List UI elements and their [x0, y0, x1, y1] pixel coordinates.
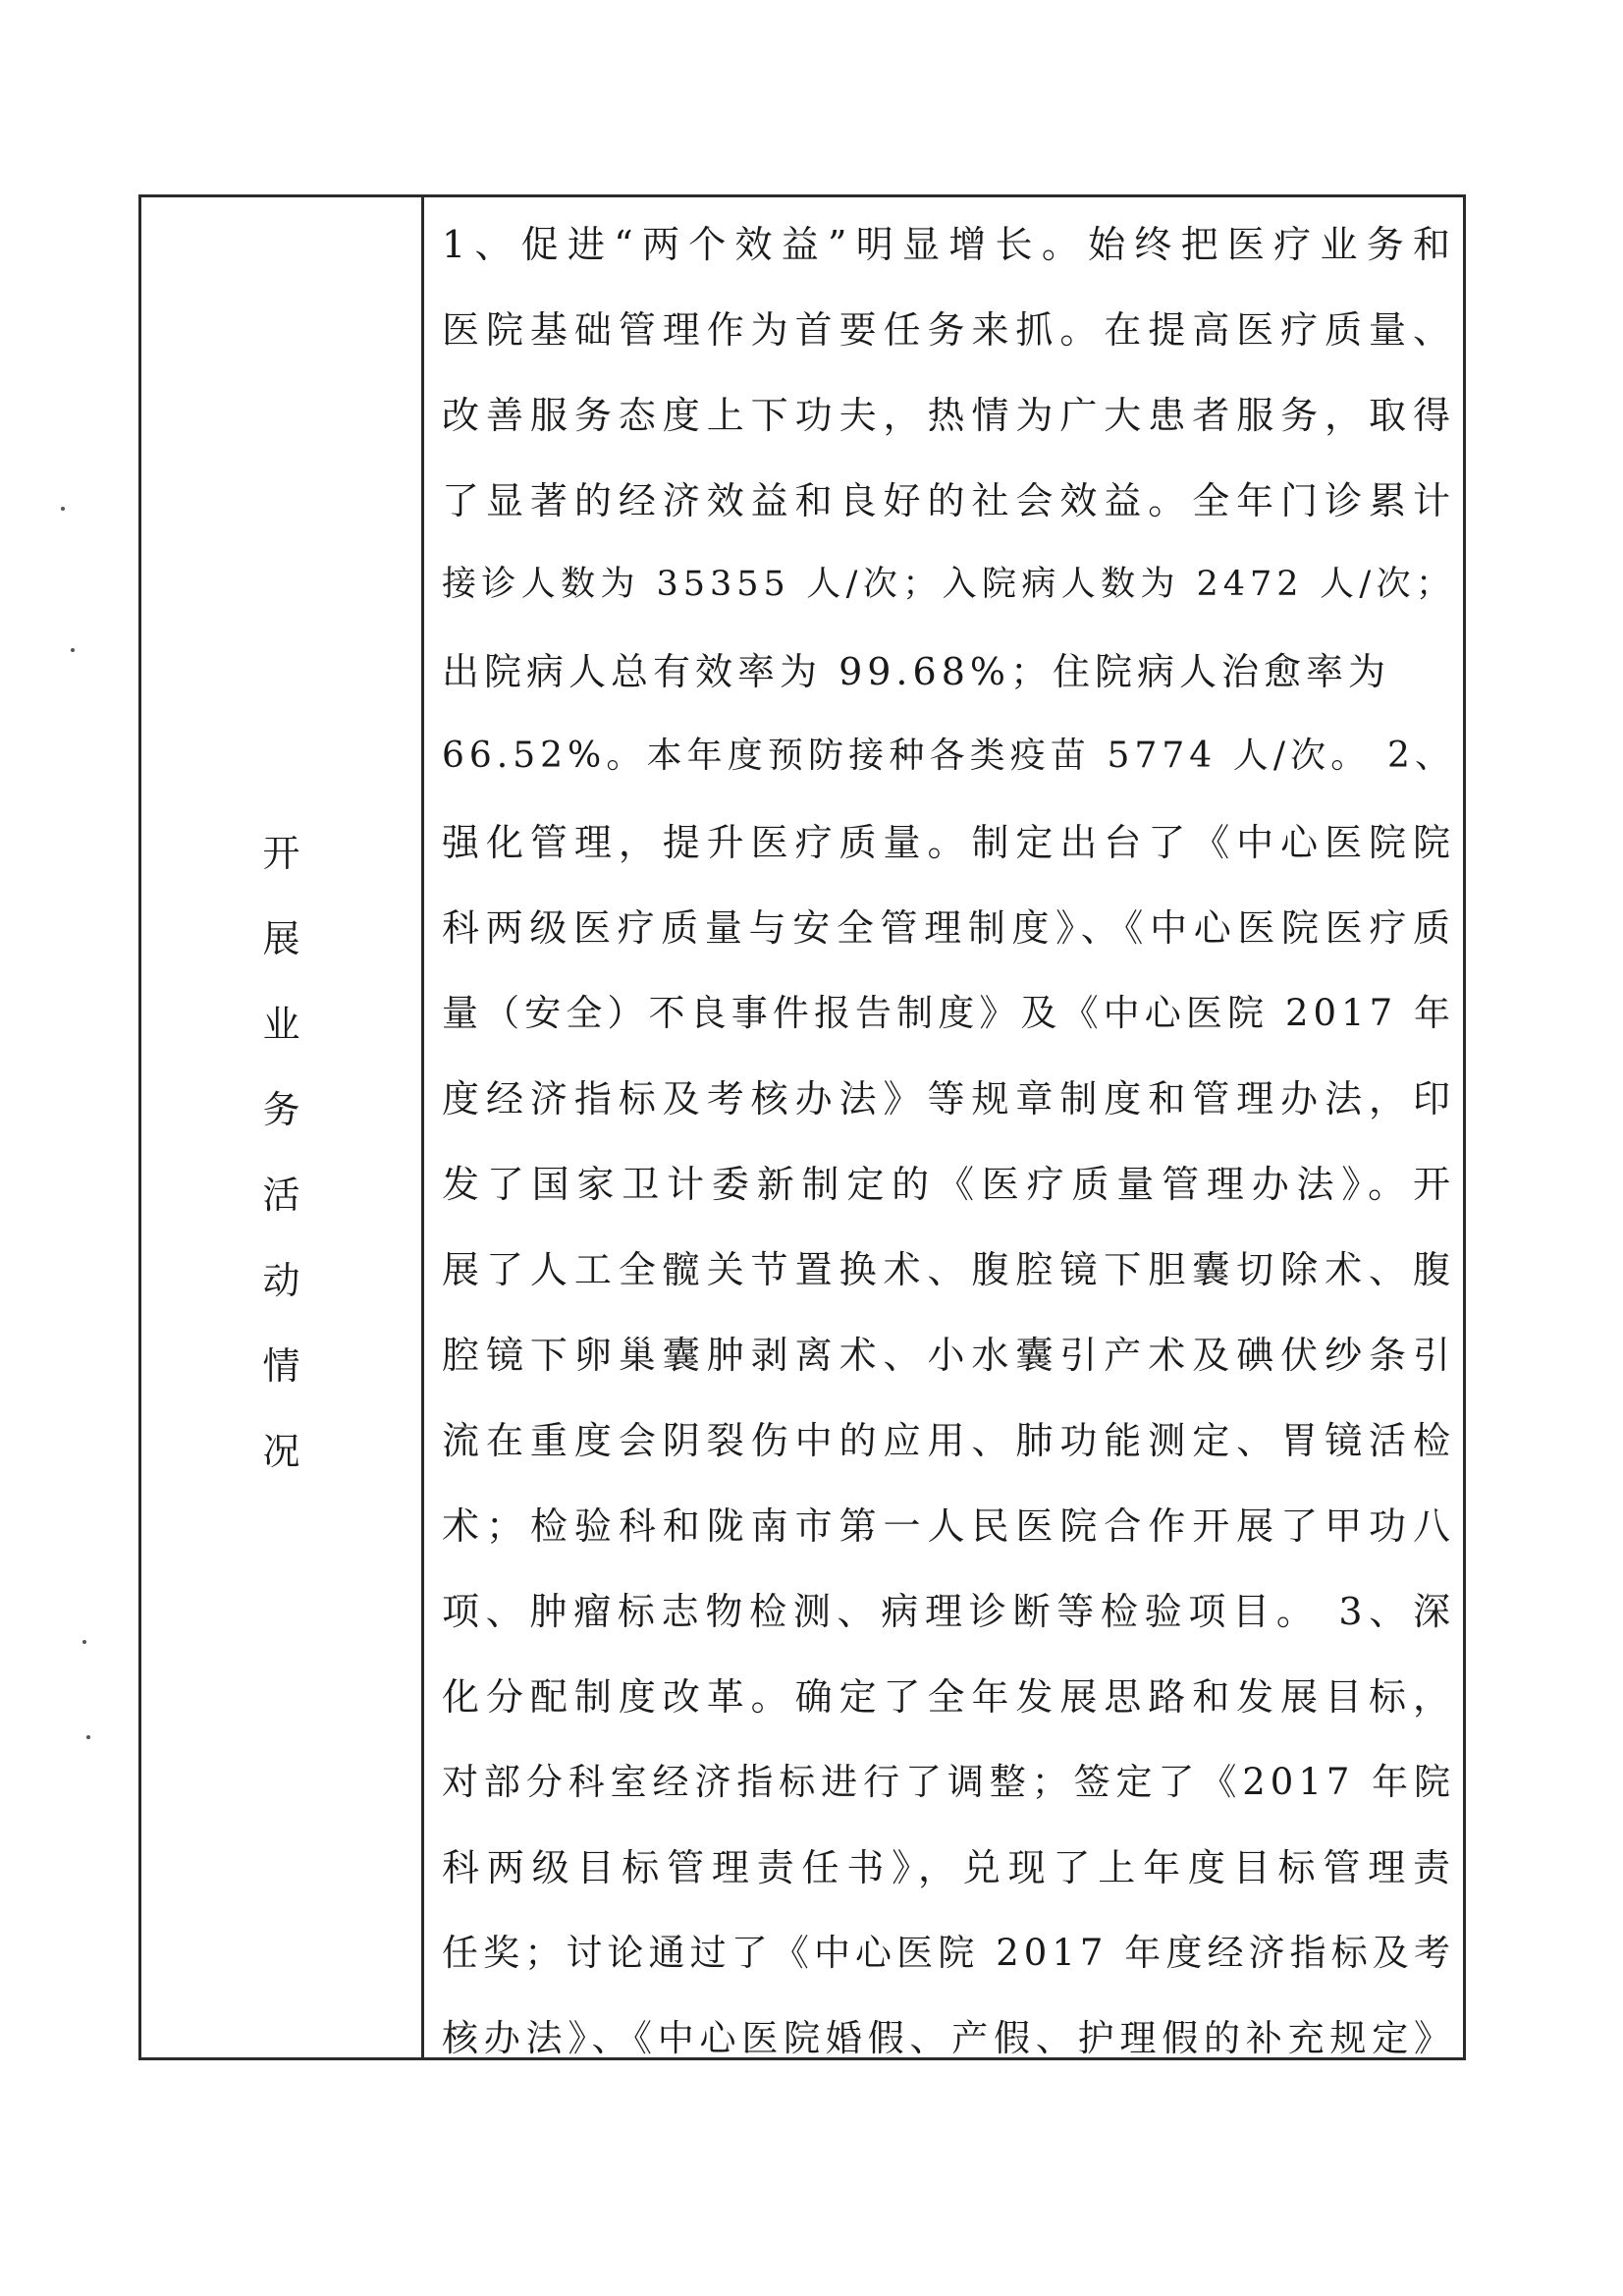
label-char: 动 [262, 1259, 300, 1302]
content-line: 改善服务态度上下功夫，热情为广大患者服务，取得 [442, 394, 1455, 437]
label-char: 业 [262, 1003, 300, 1046]
content-line: 医院基础管理作为首要任务来抓。在提高医疗质量、 [442, 308, 1455, 352]
content-cell [424, 197, 1463, 2057]
content-line: 量（安全）不良事件报告制度》及《中心医院 2017 年 [442, 992, 1455, 1034]
scan-speck [82, 1640, 86, 1644]
content-line: 对部分科室经济指标进行了调整；签定了《2017 年院 [442, 1761, 1455, 1803]
scan-speck [71, 648, 75, 652]
label-char: 情 [262, 1344, 300, 1388]
content-line: 科两级目标管理责任书》，兑现了上年度目标管理责 [442, 1846, 1455, 1889]
content-line: 腔镜下卵巢囊肿剥离术、小水囊引产术及碘伏纱条引 [442, 1334, 1455, 1377]
label-char: 务 [262, 1088, 300, 1131]
label-char: 展 [262, 917, 300, 960]
content-line: 接诊人数为 35355 人/次；入院病人数为 2472 人/次； [442, 565, 1455, 604]
content-line: 展了人工全髋关节置换术、腹腔镜下胆囊切除术、腹 [442, 1248, 1455, 1291]
content-line: 化分配制度改革。确定了全年发展思路和发展目标， [442, 1675, 1455, 1719]
content-line: 1、促进“两个效益”明显增长。始终把医疗业务和 [442, 223, 1455, 266]
content-line: 核办法》、《中心医院婚假、产假、护理假的补充规定》 [442, 2017, 1455, 2059]
content-line: 项、肿瘤标志物检测、病理诊断等检验项目。 3、深 [442, 1590, 1455, 1633]
content-line: 科两级医疗质量与安全管理制度》、《中心医院医疗质 [442, 906, 1455, 950]
content-line: 强化管理，提升医疗质量。制定出台了《中心医院院 [442, 821, 1455, 864]
content-line: 66.52%。本年度预防接种各类疫苗 5774 人/次。 2、 [442, 736, 1455, 776]
label-char: 开 [262, 832, 300, 875]
content-line: 出院病人总有效率为 99.68%；住院病人治愈率为 [442, 650, 1390, 693]
scan-speck [86, 1735, 90, 1739]
content-line: 任奖；讨论通过了《中心医院 2017 年度经济指标及考 [442, 1932, 1455, 1974]
content-line: 流在重度会阴裂伤中的应用、肺功能测定、胃镜活检 [442, 1419, 1455, 1462]
label-char: 况 [262, 1430, 300, 1473]
scan-speck [61, 507, 65, 511]
content-line: 术；检验科和陇南市第一人民医院合作开展了甲功八 [442, 1504, 1455, 1548]
label-char: 活 [262, 1174, 300, 1217]
content-line: 了显著的经济效益和良好的社会效益。全年门诊累计 [442, 479, 1455, 522]
content-line: 度经济指标及考核办法》等规章制度和管理办法，印 [442, 1077, 1455, 1121]
content-line: 发了国家卫计委新制定的《医疗质量管理办法》。开 [442, 1163, 1455, 1206]
label-cell [141, 197, 421, 2057]
